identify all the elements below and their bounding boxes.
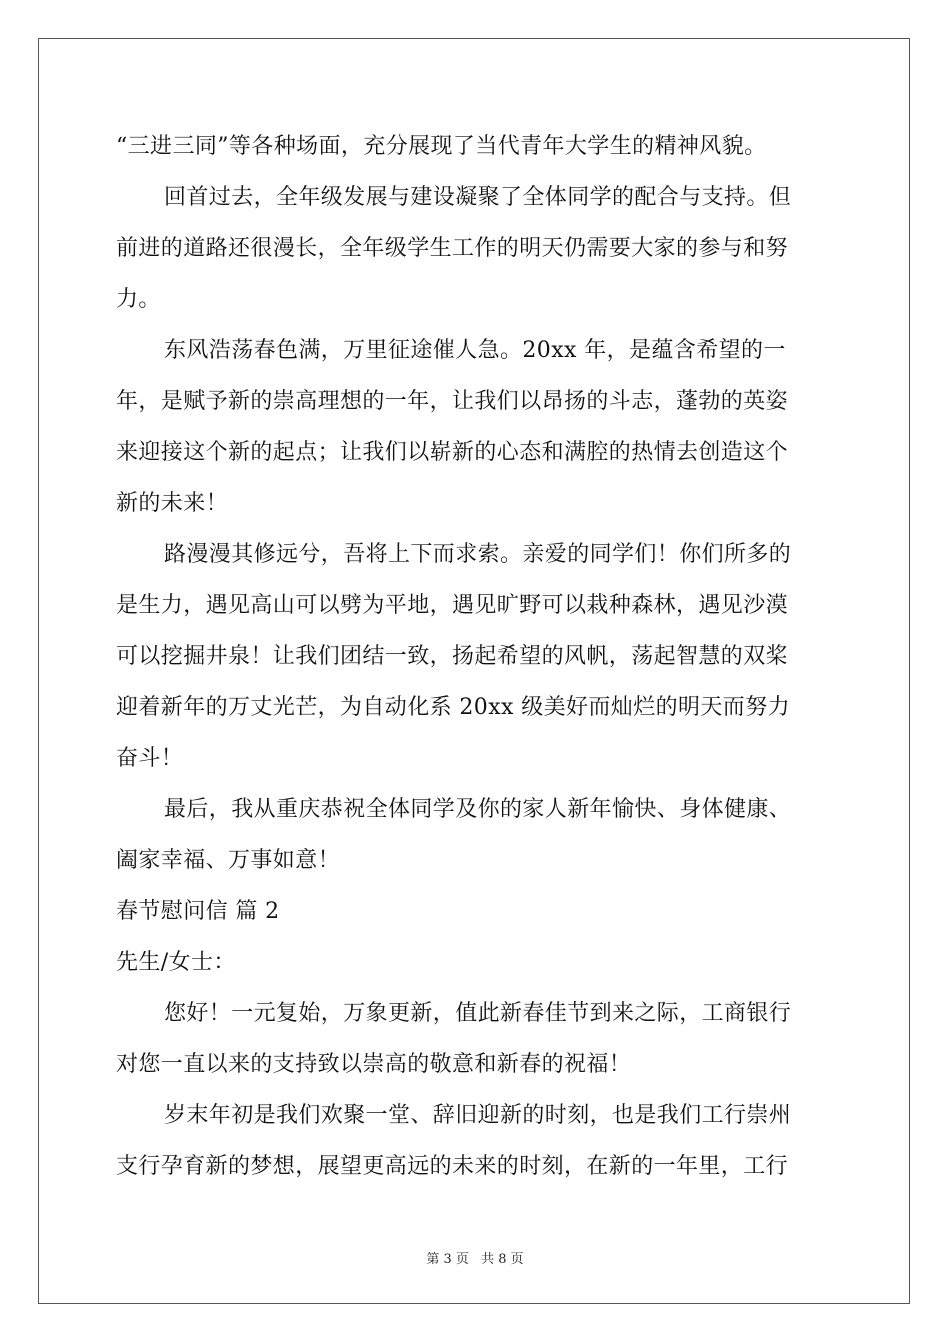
page-total: 共 8 页	[481, 1252, 524, 1267]
text-line: 力。	[116, 287, 161, 312]
text-line: 支行孕育新的梦想，展望更高远的未来的时刻，在新的一年里，工行	[116, 1154, 789, 1179]
salutation: 先生/女士：	[116, 950, 236, 975]
paragraph-first-line: 东风浩荡春色满，万里征途催人急。20xx 年，是蕴含希望的一	[164, 338, 786, 363]
text-line: 是生力，遇见高山可以劈为平地，遇见旷野可以栽种森林，遇见沙漠	[116, 593, 789, 618]
paragraph-first-line: 回首过去，全年级发展与建设凝聚了全体同学的配合与支持。但	[164, 185, 792, 210]
paragraph-first-line: 岁末年初是我们欢聚一堂、辞旧迎新的时刻，也是我们工行崇州	[164, 1103, 792, 1128]
text-line: 来迎接这个新的起点；让我们以崭新的心态和满腔的热情去创造这个	[116, 440, 789, 465]
page-number: 第 3 页	[426, 1252, 469, 1267]
section-title: 春节慰问信 篇 2	[116, 899, 280, 924]
text-line: 对您一直以来的支持致以崇高的敬意和新春的祝福！	[116, 1052, 632, 1077]
text-line: 可以挖掘井泉！让我们团结一致，扬起希望的风帆，荡起智慧的双桨	[116, 644, 789, 669]
text-line: 迎着新年的万丈光芒，为自动化系 20xx 级美好而灿烂的明天而努力	[116, 695, 790, 720]
text-line: “三进三同”等各种场面，充分展现了当代青年大学生的精神风貌。	[116, 134, 767, 159]
text-line: 年，是赋予新的崇高理想的一年，让我们以昂扬的斗志，蓬勃的英姿	[116, 389, 789, 414]
page-footer	[0, 1248, 950, 1267]
paragraph-first-line: 您好！一元复始，万象更新，值此新春佳节到来之际，工商银行	[164, 1001, 792, 1026]
text-line: 前进的道路还很漫长，全年级学生工作的明天仍需要大家的参与和努	[116, 236, 789, 261]
text-line: 新的未来！	[116, 491, 229, 516]
paragraph-first-line: 路漫漫其修远兮，吾将上下而求索。亲爱的同学们！你们所多的	[164, 542, 792, 567]
paragraph-first-line: 最后，我从重庆恭祝全体同学及你的家人新年愉快、身体健康、	[164, 797, 792, 822]
text-line: 奋斗！	[116, 746, 184, 771]
text-line: 阖家幸福、万事如意！	[116, 848, 341, 873]
